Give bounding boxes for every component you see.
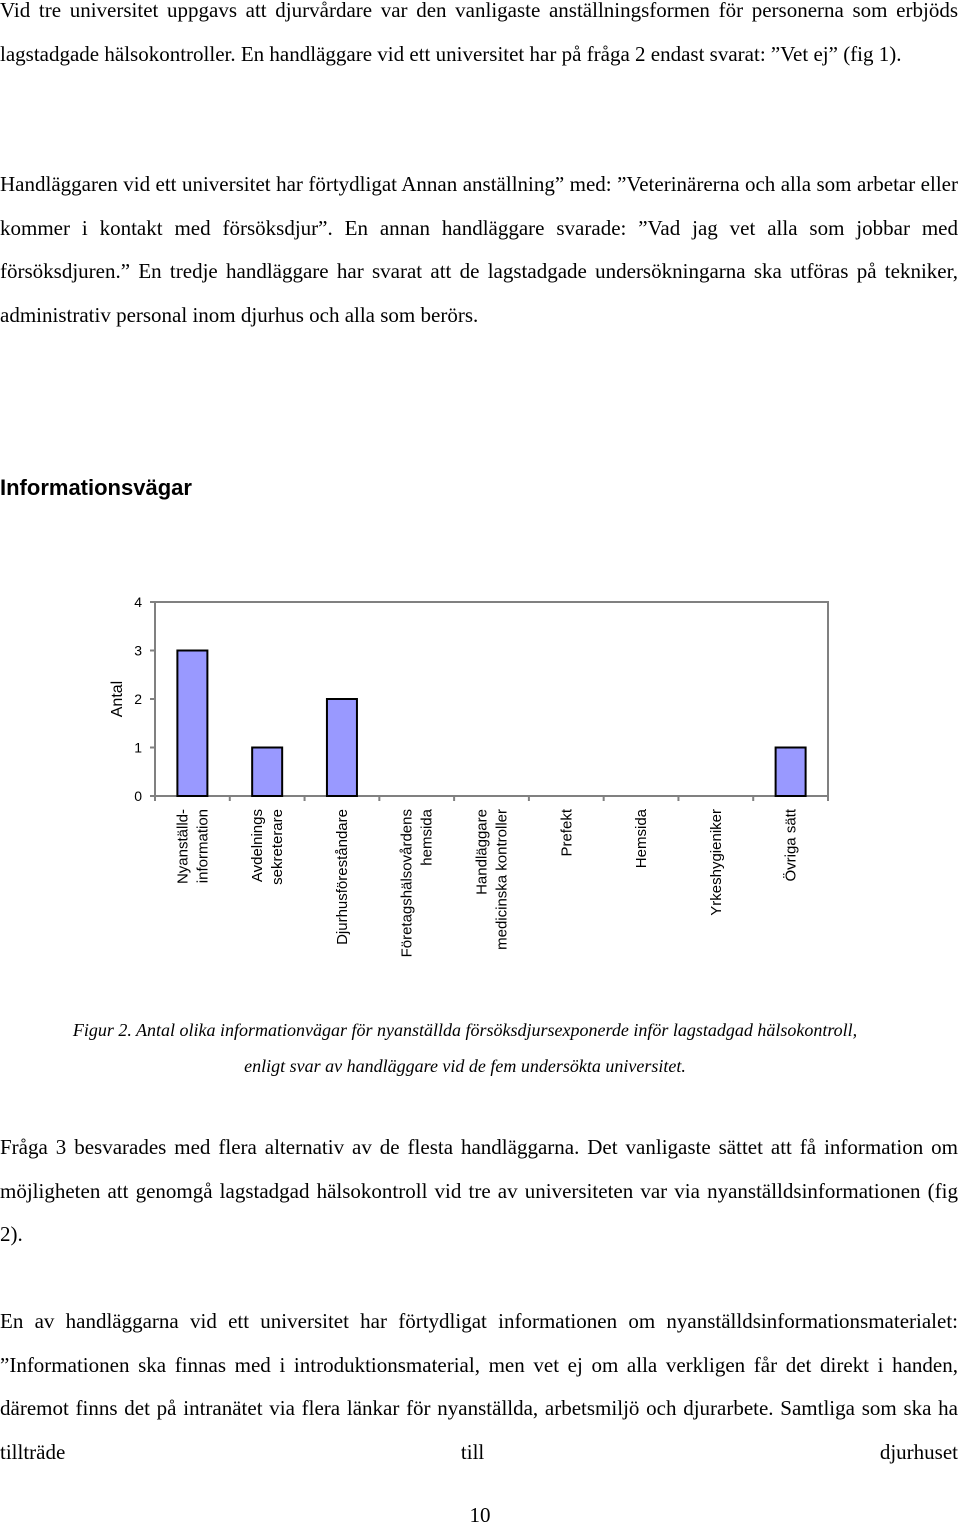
- caption-label: Figur 2.: [72, 1020, 132, 1040]
- paragraph-1: Vid tre universitet uppgavs att djurvårdare var den vanligaste anställningsformen för personerna som erbjöds lagstadgade hälsokontroller. En handläggare vid ett universitet har på fråga 2 endast svarat: ”Vet ej” (fig 1).: [0, 0, 958, 66]
- paragraph-2: Handläggaren vid ett universitet har förtydligat Annan anställning” med: ”Veterinärerna och alla som arbetar eller kommer i kontakt med försöksdjur”. En annan handläggare svarade: ”Vad jag vet alla som jobbar med försöksdjuren.” En tredje handläggare har svarat att de lagstadgade undersökningarna ska utföras på tekniker, administrativ personal inom djurhus och alla som berörs.: [0, 172, 958, 327]
- y-axis-label: Antal: [109, 680, 126, 718]
- x-category-label: Nyanställd-: [174, 809, 192, 885]
- x-category-label: hemsida: [418, 809, 436, 866]
- x-category-label: information: [194, 809, 212, 884]
- x-category-label: Övriga sätt: [782, 809, 800, 882]
- figure-caption: [0, 1012, 930, 1084]
- x-category-label: Yrkeshygieniker: [707, 809, 725, 916]
- x-category-label: Prefekt: [558, 809, 576, 857]
- paragraph-3: Fråga 3 besvarades med flera alternativ av de flesta handläggarna. Det vanligaste sättet att få information om möjligheten att genomgå lagstadgad hälsokontroll vid tre av universiteten var via nyanställdsinformationen (fig 2).: [0, 1135, 958, 1246]
- page-number: 10: [469, 1503, 491, 1527]
- caption-text-line2: enligt svar av handläggare vid de fem undersökta universitet.: [244, 1056, 686, 1076]
- chart-title: Informationsvägar: [0, 475, 192, 500]
- bar-1: [177, 651, 207, 797]
- x-category-label: Hemsida: [633, 809, 651, 869]
- caption-text-line1: Antal olika informationvägar för nyanställda försöksdjursexponerde inför lagstadgad hälsokontroll,: [131, 1020, 858, 1040]
- x-category-label: Djurhusföreståndare: [333, 809, 351, 945]
- bar-chart: [0, 580, 960, 1000]
- y-tick-label: 2: [134, 691, 142, 707]
- x-category-label: Avdelnings: [249, 809, 267, 883]
- bar-3: [327, 699, 357, 796]
- y-tick-label: 0: [134, 788, 142, 804]
- x-category-label: Företagshälsovårdens: [398, 809, 416, 958]
- bar-9: [776, 748, 806, 797]
- y-tick-label: 4: [134, 594, 142, 610]
- paragraph-4: En av handläggarna vid ett universitet har förtydligat informationen om nyanställdsinformationsmaterialet: ”Informationen ska finnas med i introduktionsmaterial, men vet ej om alla verkligen får det direkt i handen, däremot finns det på intranätet via flera länkar för nyanställda, arbetsmiljö och djurarbete. Samtliga som ska ha tillträde till djurhuset: [0, 1309, 958, 1464]
- bar-2: [252, 748, 282, 797]
- y-tick-label: 3: [134, 642, 142, 659]
- x-category-label: medicinska kontroller: [493, 809, 511, 950]
- y-tick-label: 1: [134, 739, 142, 756]
- x-category-label: Handläggare: [473, 809, 491, 895]
- x-category-label: sekreterare: [269, 809, 287, 885]
